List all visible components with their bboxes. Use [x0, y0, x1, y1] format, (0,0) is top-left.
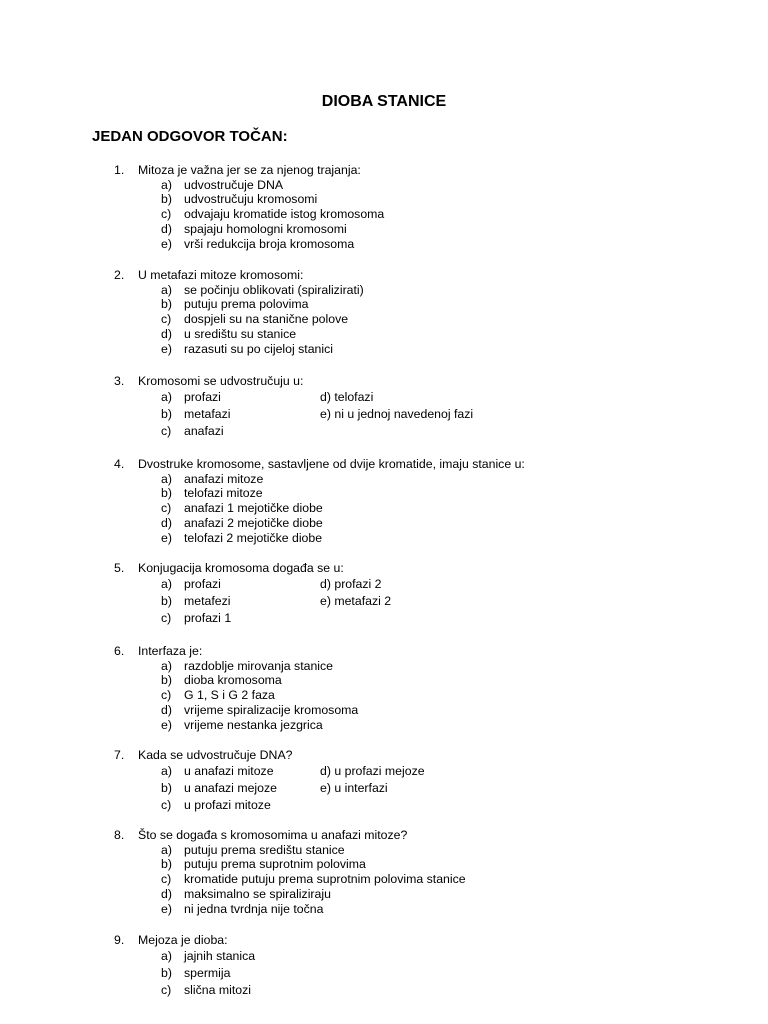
question-text: Što se događa s kromosomima u anafazi mitoze?	[138, 828, 408, 842]
option-letter: a)	[161, 658, 172, 673]
question-number: 5.	[114, 561, 125, 575]
option-letter: d)	[161, 221, 172, 236]
answer-option	[161, 501, 323, 516]
answer-option	[161, 887, 331, 902]
option-letter: b)	[161, 857, 172, 872]
option-text: putuju prema suprotnim polovima	[184, 857, 366, 872]
answer-option	[161, 594, 230, 609]
question-number: 2.	[114, 268, 125, 282]
answer-option	[161, 390, 221, 405]
option-letter: a)	[161, 177, 172, 192]
option-letter: c)	[161, 424, 172, 439]
option-text: u profazi mitoze	[184, 798, 271, 813]
answer-option	[161, 781, 277, 796]
option-text: spajaju homologni kromosomi	[184, 221, 347, 236]
option-letter: b)	[161, 192, 172, 207]
option-letter: e)	[161, 530, 172, 545]
option-text: slična mitozi	[184, 983, 251, 998]
option-text: anafazi	[184, 424, 224, 439]
option-letter: c)	[161, 798, 172, 813]
question-number: 1.	[114, 163, 125, 177]
answer-option	[161, 297, 308, 312]
option-text: odvajaju kromatide istog kromosoma	[184, 207, 385, 222]
option-letter: d)	[161, 326, 172, 341]
option-text: anafazi 2 mejotičke diobe	[184, 515, 323, 530]
answer-option	[161, 966, 230, 981]
question-text: Kada se udvostručuje DNA?	[138, 748, 293, 762]
option-text: jajnih stanica	[184, 949, 256, 963]
option-letter: e)	[161, 717, 172, 732]
answer-option-right: e) metafazi 2	[320, 594, 392, 609]
option-text: spermija	[184, 966, 231, 981]
answer-option	[161, 688, 275, 703]
answer-option	[161, 673, 282, 688]
option-text: razdoblje mirovanja stanice	[184, 658, 334, 673]
option-text: vrijeme nestanka jezgrica	[184, 717, 323, 732]
option-text: razasuti su po cijeloj stanici	[184, 341, 333, 356]
question-1	[114, 163, 361, 178]
answer-option	[161, 703, 358, 718]
question-6	[114, 644, 202, 659]
answer-option	[161, 192, 317, 207]
option-text: kromatide putuju prema suprotnim polovima stanice	[184, 872, 466, 887]
option-letter: a)	[161, 949, 172, 963]
answer-option	[161, 342, 333, 357]
answer-option	[161, 222, 347, 237]
option-text: profazi 1	[184, 611, 232, 626]
option-letter: c)	[161, 688, 172, 703]
question-4	[114, 457, 525, 472]
option-letter: a)	[161, 764, 172, 778]
answer-option	[161, 857, 366, 872]
question-7	[114, 748, 292, 763]
option-text: metafezi	[184, 594, 231, 609]
question-number: 3.	[114, 374, 125, 388]
page-title: DIOBA STANICE	[321, 93, 447, 110]
option-letter: d)	[161, 702, 172, 717]
option-letter: a)	[161, 471, 172, 486]
answer-option	[161, 764, 274, 779]
option-letter: c)	[161, 207, 172, 222]
answer-option	[161, 312, 348, 327]
question-number: 8.	[114, 828, 125, 842]
answer-option	[161, 872, 466, 887]
answer-option-right: d) u profazi mejoze	[320, 764, 425, 778]
option-letter: a)	[161, 842, 172, 857]
answer-option	[161, 237, 354, 252]
answer-option	[161, 283, 364, 298]
answer-option	[161, 659, 333, 674]
answer-option	[161, 577, 221, 592]
question-text: Kromosomi se udvostručuju u:	[138, 374, 304, 388]
option-letter: a)	[161, 282, 172, 297]
question-2	[114, 268, 303, 283]
option-text: u anafazi mitoze	[184, 764, 274, 778]
answer-option	[161, 486, 263, 501]
question-3	[114, 374, 303, 389]
option-text: dospjeli su na stanične polove	[184, 312, 349, 327]
question-5	[114, 561, 344, 576]
option-letter: b)	[161, 407, 172, 422]
option-text: profazi	[184, 577, 221, 591]
answer-option-right: e) ni u jednoj navedenoj fazi	[320, 407, 474, 422]
option-text: se počinju oblikovati (spiralizirati)	[184, 282, 364, 297]
option-text: putuju prema polovima	[184, 297, 309, 312]
answer-option	[161, 718, 323, 733]
answer-option	[161, 531, 322, 546]
option-text: anafazi mitoze	[184, 471, 264, 486]
option-letter: b)	[161, 594, 172, 609]
option-text: telofazi mitoze	[184, 486, 263, 501]
option-text: udvostručuju kromosomi	[184, 192, 318, 207]
answer-option	[161, 843, 345, 858]
question-8	[114, 828, 407, 843]
question-9	[114, 933, 228, 948]
option-text: anafazi 1 mejotičke diobe	[184, 501, 323, 516]
option-text: metafazi	[184, 407, 231, 422]
option-text: dioba kromosoma	[184, 673, 282, 688]
option-letter: e)	[161, 341, 172, 356]
option-text: profazi	[184, 390, 221, 404]
option-text: telofazi 2 mejotičke diobe	[184, 530, 323, 545]
option-letter: c)	[161, 611, 172, 626]
option-text: ni jedna tvrdnja nije točna	[184, 901, 324, 916]
option-letter: d)	[161, 886, 172, 901]
answer-option	[161, 983, 251, 998]
option-letter: c)	[161, 872, 172, 887]
option-text: vrši redukcija broja kromosoma	[184, 236, 355, 251]
answer-option	[161, 902, 323, 917]
question-number: 7.	[114, 748, 125, 762]
question-text: Interfaza je:	[138, 644, 203, 658]
option-letter: b)	[161, 966, 172, 981]
option-letter: e)	[161, 236, 172, 251]
option-letter: c)	[161, 983, 172, 998]
answer-option	[161, 327, 296, 342]
option-letter: b)	[161, 297, 172, 312]
option-letter: b)	[161, 673, 172, 688]
answer-option-right: d) profazi 2	[320, 577, 382, 591]
answer-option	[161, 424, 224, 439]
option-text: u središtu su stanice	[184, 326, 297, 341]
option-letter: c)	[161, 312, 172, 327]
option-text: vrijeme spiralizacije kromosoma	[184, 702, 359, 717]
section-heading: JEDAN ODGOVOR TOČAN:	[92, 128, 288, 145]
option-letter: b)	[161, 486, 172, 501]
answer-option-right: e) u interfazi	[320, 781, 388, 796]
option-letter: c)	[161, 501, 172, 516]
answer-option	[161, 949, 255, 964]
option-text: putuju prema središtu stanice	[184, 842, 345, 857]
answer-option	[161, 407, 230, 422]
option-letter: b)	[161, 781, 172, 796]
question-text: Dvostruke kromosome, sastavljene od dvije kromatide, imaju stanice u:	[138, 457, 525, 471]
option-letter: a)	[161, 577, 172, 591]
question-text: Konjugacija kromosoma događa se u:	[138, 561, 344, 575]
question-number: 4.	[114, 457, 125, 471]
option-text: G 1, S i G 2 faza	[184, 688, 275, 703]
option-letter: e)	[161, 901, 172, 916]
answer-option	[161, 178, 283, 193]
question-text: U metafazi mitoze kromosomi:	[138, 268, 304, 282]
option-text: u anafazi mejoze	[184, 781, 277, 796]
question-text: Mitoza je važna jer se za njenog trajanja:	[138, 163, 361, 177]
option-text: udvostručuje DNA	[184, 177, 284, 192]
option-letter: a)	[161, 390, 172, 404]
answer-option-right: d) telofazi	[320, 390, 374, 404]
question-number: 9.	[114, 933, 125, 947]
answer-option	[161, 472, 263, 487]
option-text: maksimalno se spiraliziraju	[184, 886, 331, 901]
answer-option	[161, 207, 384, 222]
option-letter: d)	[161, 515, 172, 530]
question-text: Mejoza je dioba:	[138, 933, 228, 947]
answer-option	[161, 611, 231, 626]
answer-option	[161, 798, 271, 813]
answer-option	[161, 516, 323, 531]
question-number: 6.	[114, 644, 125, 658]
